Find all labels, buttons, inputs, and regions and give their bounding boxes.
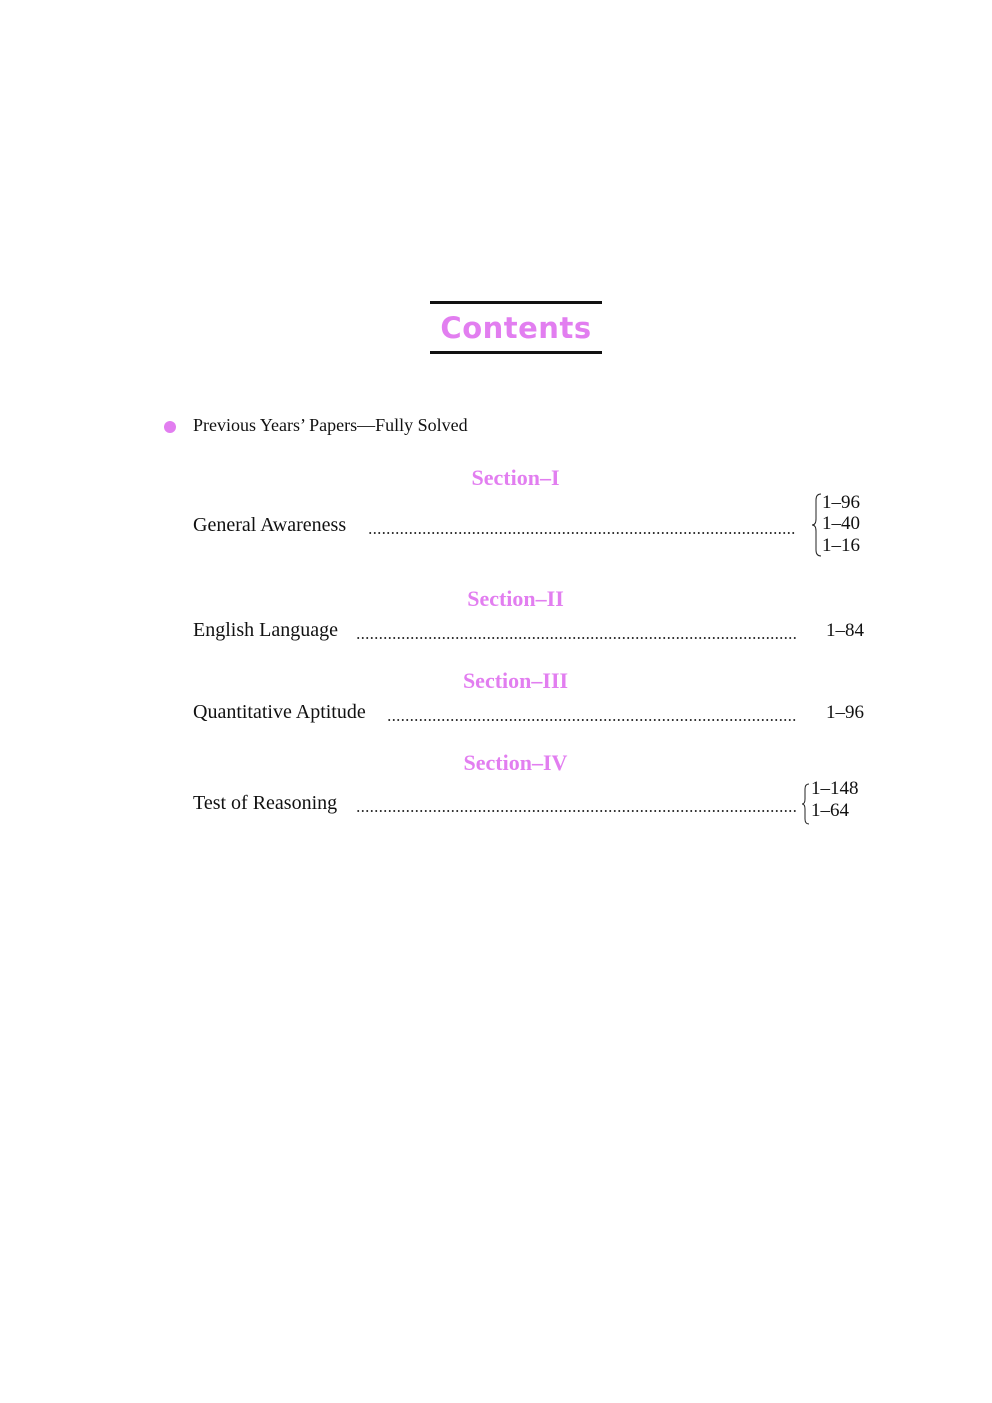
page-range: 1–40 (822, 513, 860, 534)
section-heading-3: Section–III (462, 668, 569, 693)
leader-dots (368, 530, 796, 536)
intro-text: Previous Years’ Papers—Fully Solved (193, 415, 468, 435)
page-range: 1–64 (811, 800, 849, 821)
leader-dots (356, 808, 796, 814)
page-range: 1–148 (811, 778, 859, 799)
section-heading-4: Section–IV (463, 750, 568, 775)
section-heading-2: Section–II (467, 586, 564, 611)
brace-icon (802, 783, 810, 825)
page-title: Contents (440, 311, 592, 345)
title-rule-top (430, 301, 602, 304)
page-range: 1–96 (822, 492, 860, 513)
title-rule-bottom (430, 351, 602, 354)
toc-entry-english-language[interactable]: English Language (193, 619, 338, 641)
section-heading-1: Section–I (471, 465, 560, 490)
page-range: 1–84 (826, 620, 864, 641)
brace-icon (812, 493, 822, 557)
page-range: 1–96 (826, 702, 864, 723)
leader-dots (356, 635, 796, 641)
leader-dots (387, 717, 796, 723)
toc-entry-test-of-reasoning[interactable]: Test of Reasoning (193, 792, 338, 814)
bullet-icon (164, 421, 176, 433)
toc-entry-quantitative-aptitude[interactable]: Quantitative Aptitude (193, 701, 366, 723)
page-range: 1–16 (822, 535, 860, 556)
toc-entry-general-awareness[interactable]: General Awareness (193, 514, 347, 536)
